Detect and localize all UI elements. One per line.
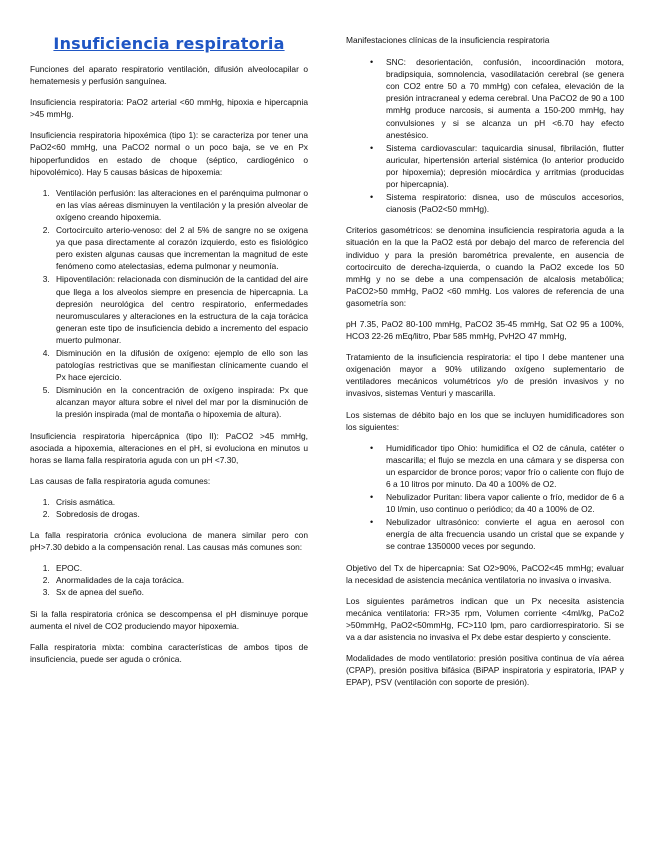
paragraph-hypercapnic: Insuficiencia respiratoria hipercápnica (tipo II): PaCO2 >45 mmHg, asociada a hipoxemia, alteraciones en el pH, si evoluciona en minutos u horas se llama falla respiratoria aguda con un pH <7.30, xyxy=(30,430,308,465)
list-item: • Sistema respiratorio: disnea, uso de músculos accesorios, cianosis (PaO2<50 mmHg). xyxy=(384,191,624,215)
paragraph-hypoxemic: Insuficiencia respiratoria hipoxémica (tipo 1): se caracteriza por tener una PaO2<60 mmHg, una PaCO2 normal o un poco baja, se ve en Px hipoperfundidos en estado de choque (séptico, cardiogénico o hipovolémico). Hay 5 causas básicas de hipoxemia: xyxy=(30,130,308,177)
list-item: 2. Anormalidades de la caja torácica. xyxy=(52,574,308,586)
list-item: 1. Crisis asmática. xyxy=(52,496,308,508)
humidifiers-list xyxy=(384,442,624,553)
paragraph-decompensation: Si la falla respiratoria crónica se descompensa el pH disminuye porque aumenta el nivel de CO2 produciendo mayor hipoxemia. xyxy=(30,608,308,631)
chronic-causes-list xyxy=(52,562,308,598)
paragraph-ventilation-parameters: Los siguientes parámetros indican que un Px necesita asistencia mecánica ventilatoria: FR>35 rpm, Volumen corriente <4ml/kg, PaCo2 >50mmHg, PaO2<50mmHg, FC>110 lpm, paro cardiorrespiratorio. Si se va a dar asistencia no invasiva el Px debe estar despierto y consciente. xyxy=(346,595,624,643)
paragraph-chronic: La falla respiratoria crónica evoluciona de manera similar pero con pH>7.30 debido a la compensación renal. Las causas más comunes son: xyxy=(30,530,308,553)
paragraph-gas-criteria: Criterios gasométricos: se denomina insuficiencia respiratoria aguda a la situación en la que la PaO2 está por debajo del marco de referencia del individuo y para la presión barométrica prevalente, en ausencia de cortocircuito de derecha-izquierda, o cuando la PaO2 excede los 50 mmHg y no se debe a una compensación de alcalosis metabólica; PaCO2>50 mmHg, PaO2 <60 mmHg. Los valores de referencia de una gasometría son: xyxy=(346,225,624,308)
left-column xyxy=(30,34,308,674)
list-item: 5. Disminución en la concentración de oxígeno inspirada: Px que alcanzan mayor altura sobre el nivel del mar por la disminución de la presión inspirada (mal de montaña o hipoxemia de altura). xyxy=(52,384,308,420)
list-item: • Nebulizador Puritan: libera vapor caliente o frío, medidor de 6 a 10 l/min, uso continuo o periódico; da 40 a 100% de O2. xyxy=(384,491,624,515)
acute-causes-list xyxy=(52,496,308,520)
paragraph-treatment: Tratamiento de la insuficiencia respiratoria: el tipo I debe mantener una oxigenación mayor a 90% utilizando oxígeno suplementario de ventiladores mecánicos volumétricos y/o de presión invasivos y no invasivos, sistemas Venturi y mascarilla. xyxy=(346,352,624,399)
list-item: • Sistema cardiovascular: taquicardia sinusal, fibrilación, flutter auricular, hipertensión arterial sistémica (lo anterior producido por hipoxemia); depresión miocárdica y arritmias (producidas por hipercapnia). xyxy=(384,142,624,190)
list-item: 2. Sobredosis de drogas. xyxy=(52,508,308,520)
list-item: 3. Hipoventilación: relacionada con disminución de la cantidad del aire que llega a los alveolos siempre en presencia de hipercapnia. La depresión neurológica del centro respiratorio, enfermedades neuromusculares y alteraciones en la estructura de la caja torácica generan este tipo de insuficiencia debido a incremento del espacio muerto pulmonar. xyxy=(52,273,308,346)
list-item: 3. Sx de apnea del sueño. xyxy=(52,586,308,598)
document-title: Insuficiencia respiratoria xyxy=(53,34,285,53)
paragraph-humidifiers-intro: Los sistemas de débito bajo en los que se incluyen humidificadores son los siguientes: xyxy=(346,409,624,432)
right-column xyxy=(346,34,624,697)
list-item: 1. Ventilación perfusión: las alteraciones en el parénquima pulmonar o en las vías aéreas disminuyen la ventilación y la presión alveolar de oxígeno creando hipoxemia. xyxy=(52,187,308,223)
manifestations-heading: Manifestaciones clínicas de la insuficiencia respiratoria xyxy=(346,35,550,45)
list-item: 2. Cortocircuito arterio-venoso: del 2 al 5% de sangre no se oxigena ya que pasa directamente al corazón izquierdo, esto es fisiológico pero existen algunas causas que incrementan la magnitud de este fenómeno como atelectasias, edema pulmonar y neumonía. xyxy=(52,224,308,272)
list-item: • Humidificador tipo Ohio: humidifica el O2 de cánula, catéter o mascarilla; el flujo se mezcla en una cámara y se dispersa con un esparcidor de bronce poros; vapor frío o caliente con flujo de 6 a 10 litros por minuto. Da 40 a 100% de O2. xyxy=(384,442,624,490)
paragraph-reference-values: pH 7.35, PaO2 80-100 mmHg, PaCO2 35-45 mmHg, Sat O2 95 a 100%, HCO3 22-26 mEq/litro, Pbar 585 mmHg, PvH2O 47 mmHg, xyxy=(346,318,624,342)
list-item: 4. Disminución en la difusión de oxígeno: ejemplo de ello son las patologías restrictivas que se manifiestan clínicamente cuando el Px hace ejercicio. xyxy=(52,347,308,383)
paragraph-definition: Insuficiencia respiratoria: PaO2 arterial <60 mmHg, hipoxia e hipercapnia >45 mmHg. xyxy=(30,97,308,120)
paragraph-hypercapnia-goal: Objetivo del Tx de hipercapnia: Sat O2>90%, PaCO2<45 mmHg; evaluar la necesidad de asistencia mecánica ventilatoria no invasiva o invasiva. xyxy=(346,562,624,585)
list-item: • SNC: desorientación, confusión, incoordinación motora, bradipsiquia, somnolencia, vasodilatación cerebral (se genera con CO2 entre 50 a 70 mmHg) con cefalea, elevación de la presión intracraneal y edema cerebral. Una PaCO2 de 90 a 100 mmHg produce narcosis, si aumenta a 150-200 mmHg, hay convulsiones y si se alcanza un pH <6.70 hay efecto anestésico. xyxy=(384,56,624,141)
paragraph-functions: Funciones del aparato respiratorio ventilación, difusión alveolocapilar o hematemesis y perfusión sanguínea. xyxy=(30,64,308,87)
manifestations-list xyxy=(384,56,624,215)
paragraph-acute-causes-intro: Las causas de falla respiratoria aguda comunes: xyxy=(30,475,211,486)
list-item: • Nebulizador ultrasónico: convierte el agua en aerosol con energía de alta frecuencia usando un cristal que se expande y se contrae 1350000 veces por segundo. xyxy=(384,516,624,552)
paragraph-ventilation-modes: Modalidades de modo ventilatorio: presión positiva continua de vía aérea (CPAP), presión positiva bifásica (BiPAP inspiratoria y espiratoria, IPAP y EPAP), PSV (ventilación con soporte de presión). xyxy=(346,653,624,688)
list-item: 1. EPOC. xyxy=(52,562,308,574)
paragraph-mixed: Falla respiratoria mixta: combina características de ambos tipos de insuficiencia, puede ser aguda o crónica. xyxy=(30,641,308,664)
hypoxemia-causes-list xyxy=(52,187,308,421)
